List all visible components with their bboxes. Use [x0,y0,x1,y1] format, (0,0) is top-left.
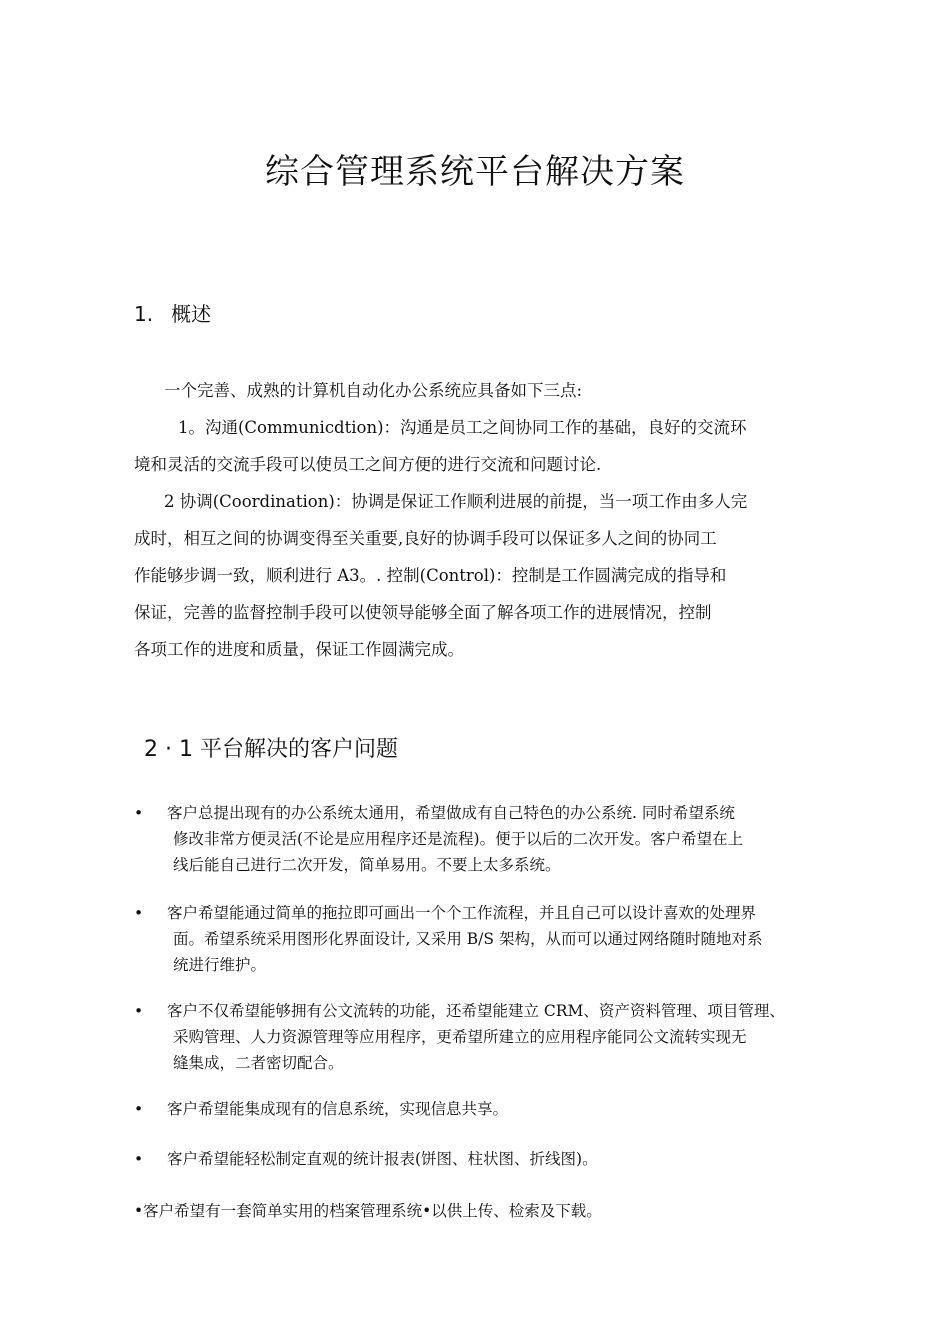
bullet-line: 统进行维护。 [173,956,267,974]
bullet-line: 面。希望系统采用图形化界面设计, 又采用 B/S 架构，从而可以通过网络随时随地对系 [173,930,763,948]
section-1-title: 概述 [171,302,212,326]
document-title: 综合管理系统平台解决方案 [265,152,685,192]
section-1-line: 1。沟通(Communicdtion)：沟通是员工之间协同工作的基础，良好的交流环 [178,418,747,437]
bullet-item [134,1146,598,1172]
bullet-line: 客户希望能通过简单的拖拉即可画出一个个工作流程，并且自己可以设计喜欢的处理界 [167,904,757,922]
bullet-dot: • [134,904,144,922]
section-2-heading: 2 · 1 平台解决的客户问题 [144,737,398,762]
archive-need-line: •客户希望有一套简单实用的档案管理系统•以供上传、检索及下载。 [134,1202,602,1220]
bullet-item [134,1096,508,1122]
section-1-line: 各项工作的进度和质量，保证工作圆满完成。 [134,640,464,659]
section-1-line: 一个完善、成熟的计算机自动化办公系统应具备如下三点: [164,381,583,400]
bullet-line: 线后能自己进行二次开发，简单易用。不要上太多系统。 [173,856,561,874]
bullet-line: 缝集成，二者密切配合。 [173,1054,344,1072]
bullet-line: 客户不仅希望能够拥有公文流转的功能，还希望能建立 CRM、资产资料管理、项目管理、 [167,1002,785,1020]
section-1-line: 作能够步调一致，顺利进行 A3。. 控制(Control)：控制是工作圆满完成的指导和 [134,566,727,585]
bullet-line: 采购管理、人力资源管理等应用程序，更希望所建立的应用程序能同公文流转实现无 [173,1028,747,1046]
bullet-dot: • [134,1002,144,1020]
bullet-line: 修改非常方便灵活(不论是应用程序还是流程)。便于以后的二次开发。客户希望在上 [173,830,744,848]
bullet-dot: • [134,804,144,822]
section-1-line: 境和灵活的交流手段可以使员工之间方便的进行交流和问题讨论. [134,455,602,474]
bullet-item [134,800,743,878]
section-1-line: 2 协调(Coordination)：协调是保证工作顺利进展的前提，当一项工作由多人完 [164,492,748,511]
bullet-dot: • [134,1100,144,1118]
bullet-line: 客户希望能轻松制定直观的统计报表(饼图、柱状图、折线图)。 [167,1150,598,1168]
section-1-number: 1. [134,302,154,326]
bullet-item [134,900,762,978]
bullet-item [134,998,785,1076]
bullet-line: 客户总提出现有的办公系统太通用，希望做成有自己特色的办公系统. 同时希望系统 [167,804,735,822]
section-1-heading [134,298,211,330]
bullet-dot: • [134,1150,144,1168]
section-1-line: 成时，相互之间的协调变得至关重要,良好的协调手段可以保证多人之间的协同工 [134,529,717,548]
section-1-line: 保证，完善的监督控制手段可以使领导能够全面了解各项工作的进展情况，控制 [134,603,712,622]
bullet-line: 客户希望能集成现有的信息系统，实现信息共享。 [167,1100,509,1118]
